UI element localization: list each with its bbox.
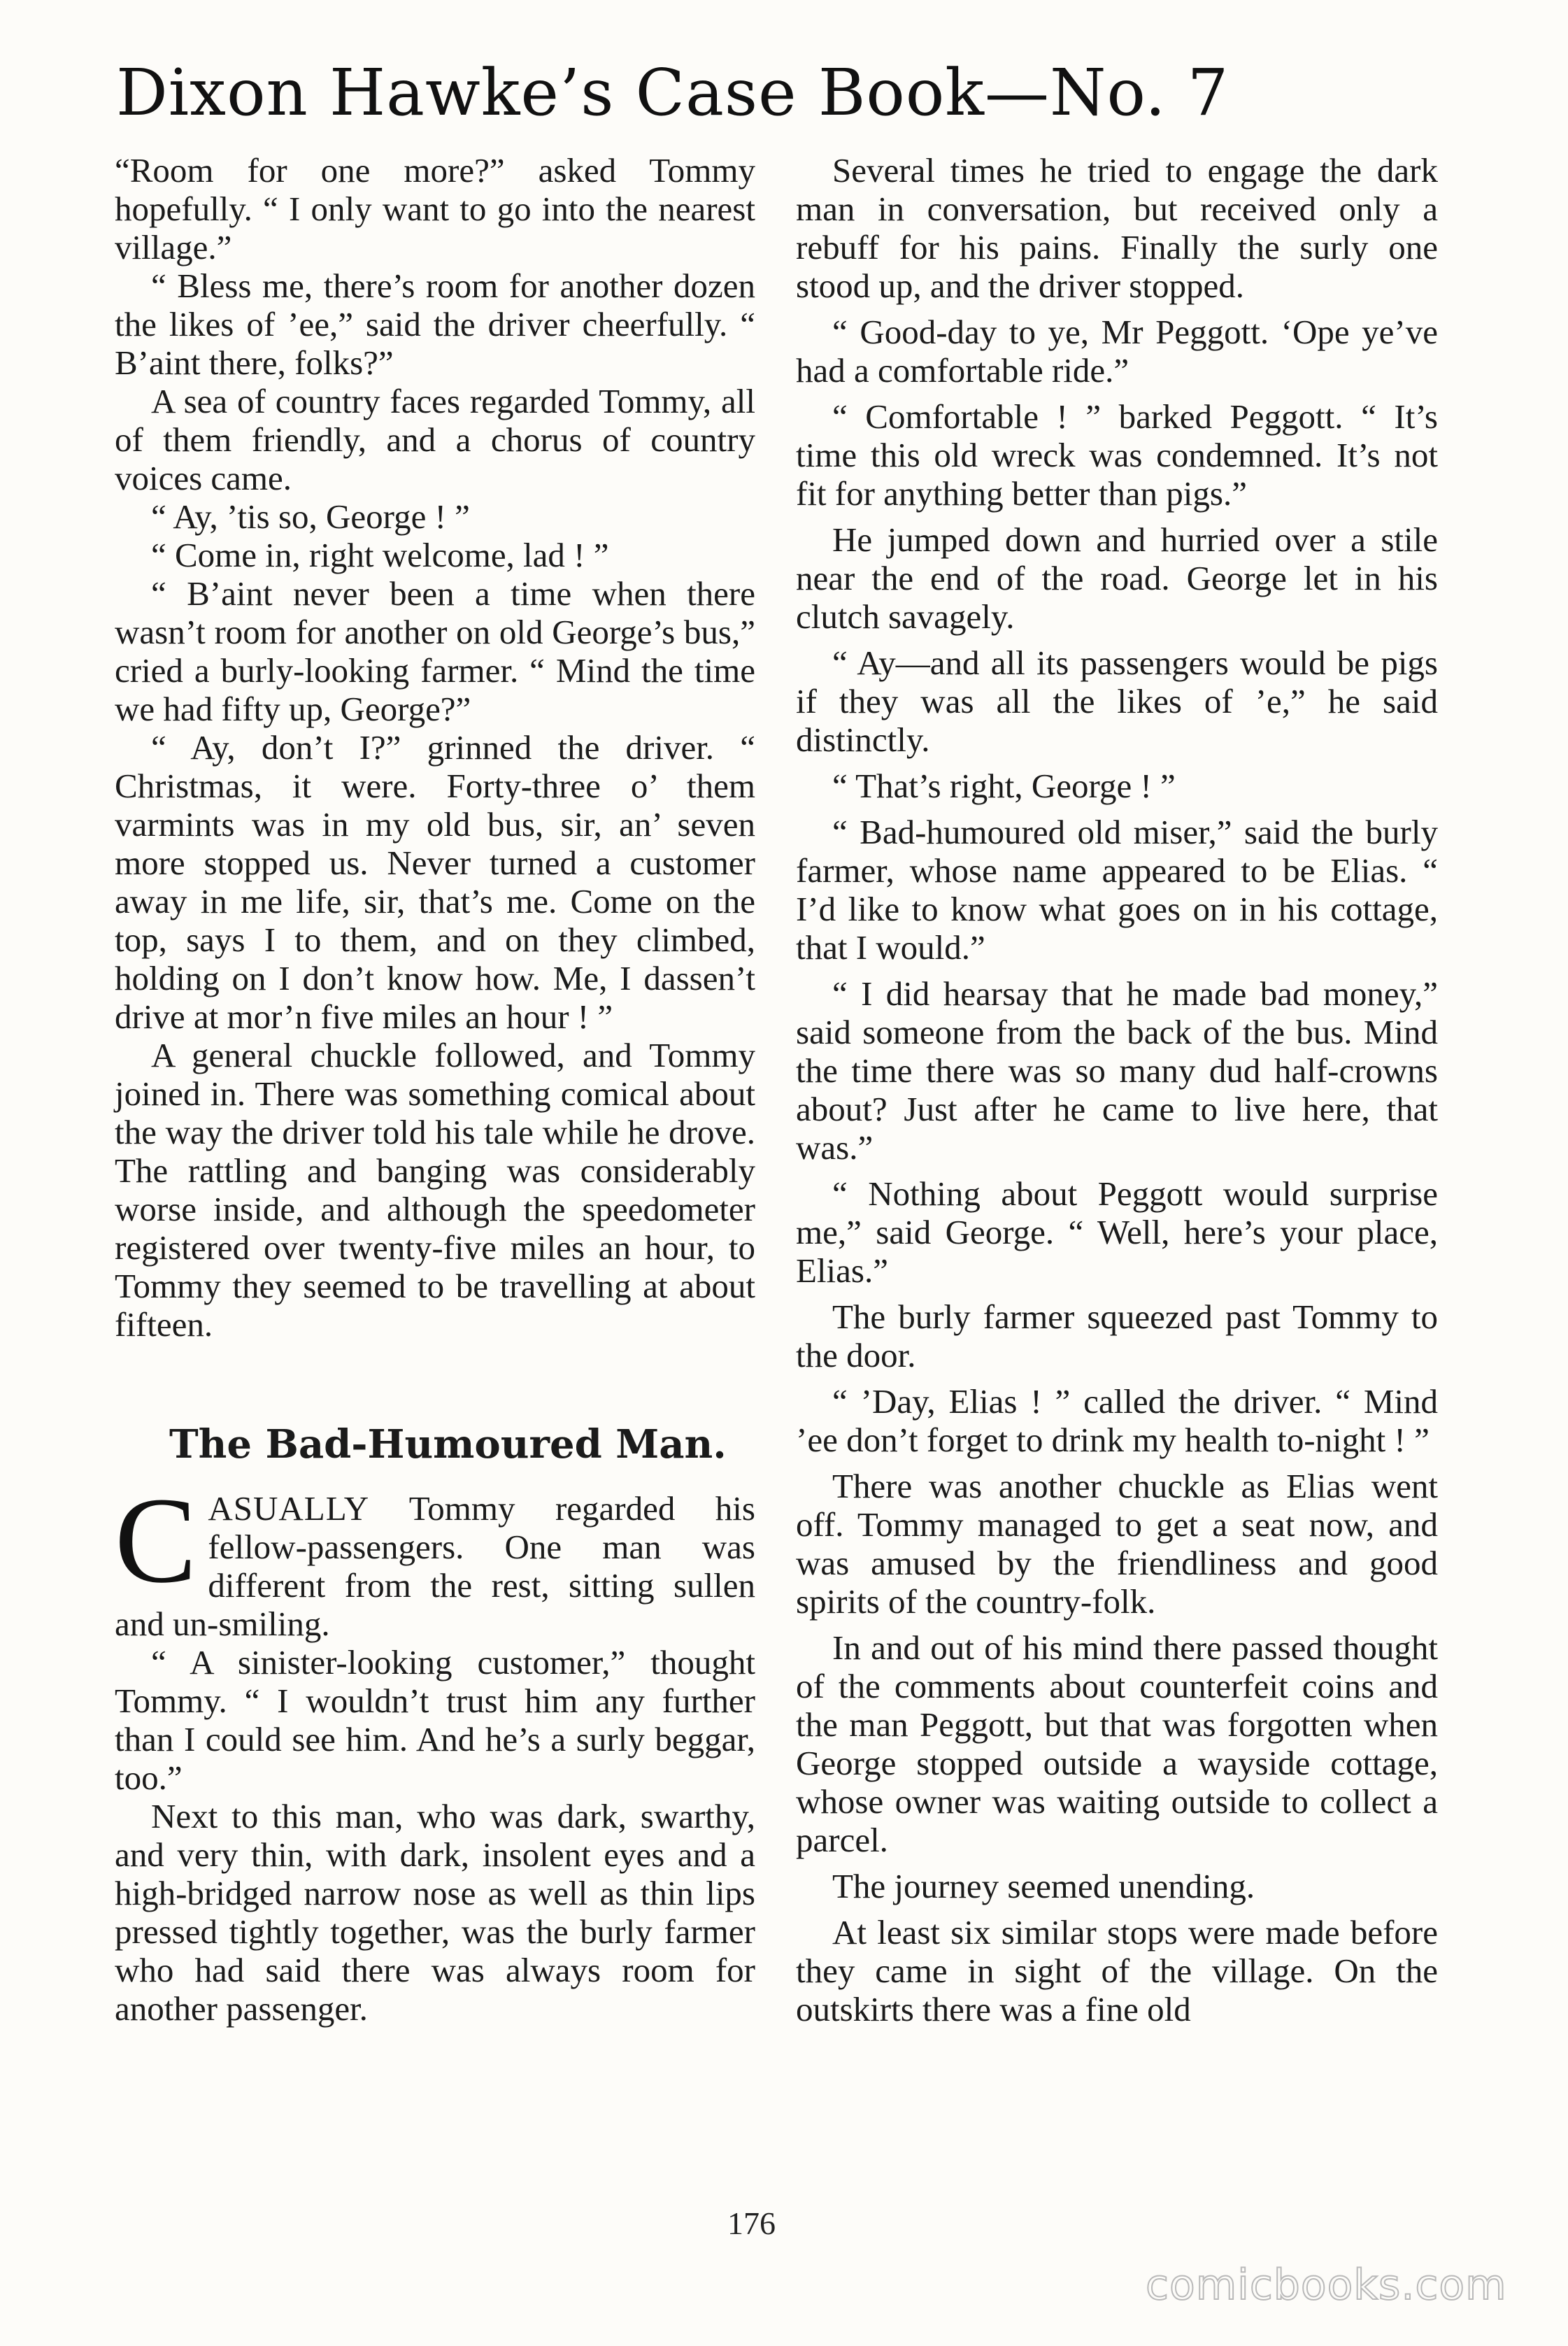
paragraph: He jumped down and hurried over a stile near the end of the road. George let in his clutch savagely.: [796, 520, 1438, 636]
paragraph: “ Come in, right welcome, lad ! ”: [151, 536, 609, 574]
paragraph: Several times he tried to engage the dark man in conversation, but received only a rebuff for his pains. Finally the surly one stood up, and the driver stopped.: [796, 151, 1438, 305]
paragraph: “ That’s right, George ! ”: [832, 767, 1176, 805]
dropcap-letter: C: [115, 1472, 197, 1609]
paragraph: “ Bless me, there’s room for another dozen the likes of ’ee,” said the driver cheerfully. “ B’aint there, folks?”: [115, 266, 755, 382]
paragraph: In and out of his mind there passed thought of the comments about counterfeit coins and the man Peggott, but that was forgotten when George stopped outside a wayside cottage, whose owner was waiting outside to collect a parcel.: [796, 1628, 1438, 1859]
paragraph: “ I did hearsay that he made bad money,” said someone from the back of the bus. Mind the time there was so many dud half-crowns about? Just after he came to live here, that was.”: [796, 974, 1438, 1167]
paragraph: “ Ay—and all its passengers would be pigs if they was all the likes of ’e,” he said distinctly.: [796, 644, 1438, 759]
paragraph: “ A sinister-looking customer,” thought Tommy. “ I wouldn’t trust him any further than I could see him. And he’s a surly beggar, too.”: [115, 1643, 755, 1797]
paragraph: “ Bad-humoured old miser,” said the burly farmer, whose name appeared to be Elias. “ I’d like to know what goes on in his cottage, that I would.”: [796, 813, 1438, 967]
dropcap-paragraph: [115, 1472, 755, 1643]
paragraph: “ Good-day to ye, Mr Peggott. ‘Ope ye’ve had a comfortable ride.”: [796, 313, 1438, 390]
paragraph: There was another chuckle as Elias went off. Tommy managed to get a seat now, and was amused by the friendliness and good spirits of the country-folk.: [796, 1467, 1438, 1621]
paragraph: A general chuckle followed, and Tommy joined in. There was something comical about the way the driver told his tale while he drove. The rattling and banging was considerably worse inside, and although the speedometer registered over twenty-five miles an hour, to Tommy they seemed to be travelling at about fifteen.: [115, 1036, 755, 1344]
page-title: Dixon Hawke’s Case Book—No. 7: [116, 55, 1230, 130]
section-subheading: The Bad-Humoured Man.: [169, 1421, 727, 1467]
dropcap-caps: ASUALLY: [208, 1489, 370, 1528]
paragraph: The burly farmer squeezed past Tommy to the door.: [796, 1298, 1438, 1374]
paragraph: “ Comfortable ! ” barked Peggott. “ It’s time this old wreck was condemned. It’s not fit for anything better than pigs.”: [796, 397, 1438, 513]
paragraph: The journey seemed unending.: [832, 1867, 1255, 1905]
paragraph: “Room for one more?” asked Tommy hopefully. “ I only want to go into the nearest village.”: [115, 151, 755, 266]
paragraph: At least six similar stops were made before they came in sight of the village. On the outskirts there was a fine old: [796, 1913, 1438, 2028]
left-column: [115, 151, 755, 2028]
paragraph: A sea of country faces regarded Tommy, all of them friendly, and a chorus of country voices came.: [115, 382, 755, 497]
watermark: comicbooks.com: [1146, 2261, 1507, 2310]
paragraph: “ Nothing about Peggott would surprise me,” said George. “ Well, here’s your place, Elias.”: [796, 1174, 1438, 1290]
paragraph: “ Ay, ’tis so, George ! ”: [151, 497, 470, 536]
paragraph: “ B’aint never been a time when there wasn’t room for another on old George’s bus,” cried a burly-looking farmer. “ Mind the time we had fifty up, George?”: [115, 574, 755, 728]
page-number: 176: [727, 2205, 776, 2241]
paragraph: Next to this man, who was dark, swarthy, and very thin, with dark, insolent eyes and a high-bridged narrow nose as well as thin lips pressed tightly together, was the burly farmer who had said there was always room for another passenger.: [115, 1797, 755, 2028]
paragraph: “ ’Day, Elias ! ” called the driver. “ Mind ’ee don’t forget to drink my health to-night ! ”: [796, 1382, 1438, 1459]
dropcap-text: Tommy regarded his fellow-passengers. One man was different from the rest, sitting sullen and un-smiling.: [115, 1489, 755, 1643]
paragraph: “ Ay, don’t I?” grinned the driver. “ Christmas, it were. Forty-three o’ them varmints was in my old bus, sir, an’ seven more stopped us. Never turned a customer away in me life, sir, that’s me. Come on the top, says I to them, and on they climbed, holding on I don’t know how. Me, I dassen’t drive at mor’n five miles an hour ! ”: [115, 728, 755, 1036]
right-column: [796, 151, 1438, 2036]
